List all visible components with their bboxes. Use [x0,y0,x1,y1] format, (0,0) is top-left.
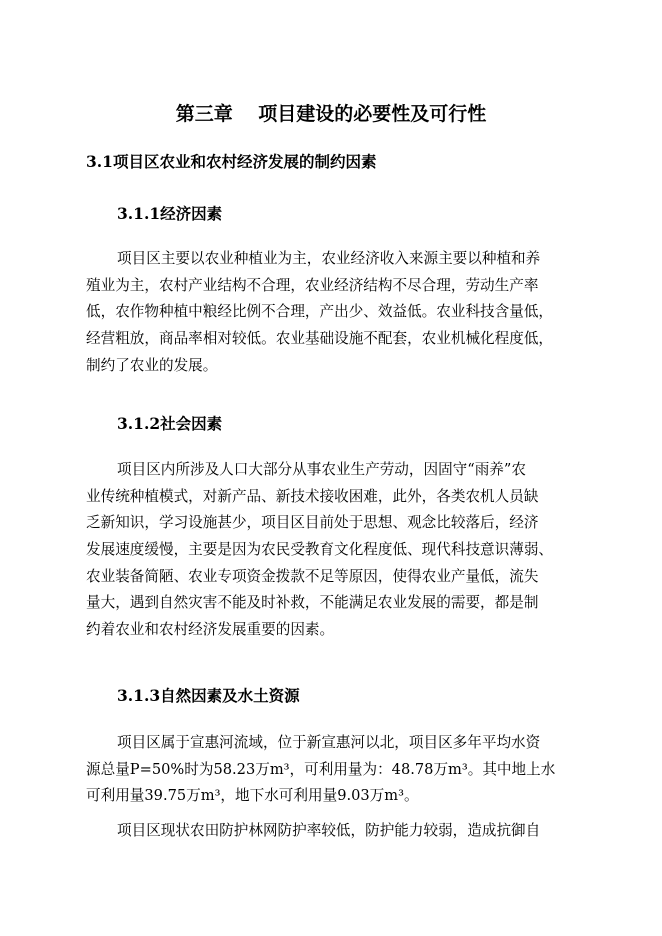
paragraph-line: 项目区现状农田防护林网防护率较低，防护能力较弱，造成抗御自 [117,822,541,839]
paragraph-line: 低，农作物种植中粮经比例不合理，产出少、效益低。农业科技含量低， [86,303,554,321]
subsection-heading-economic: 3.1.1经济因素 [117,204,223,223]
paragraph-line: 殖业为主，农村产业结构不合理，农业经济结构不尽合理，劳动生产率 [86,276,539,294]
paragraph-natural-forest [86,818,576,845]
paragraph-line: 约着农业和农村经济发展重要的因素。 [86,621,335,639]
paragraph-line: 量大，遇到自然灾害不能及时补救，不能满足农业发展的需要，都是制 [86,594,539,612]
subsection-heading-natural: 3.1.3自然因素及水土资源 [117,686,300,705]
paragraph-line: 乏新知识，学习设施甚少，项目区目前处于思想、观念比较落后，经济 [86,514,539,532]
paragraph-line: 业传统种植模式，对新产品、新技术接收困难，此外，各类农机人员缺 [86,487,539,505]
paragraph-line: 项目区属于宣惠河流域，位于新宣惠河以北，项目区多年平均水资 [117,734,541,751]
paragraph-line: 制约了农业的发展。 [86,356,218,374]
paragraph-line: 农业装备简陋、农业专项资金拨款不足等原因，使得农业产量低，流失 [86,567,539,585]
paragraph-line: 项目区主要以农业种植业为主，农业经济收入来源主要以种植和养 [117,250,541,267]
paragraph-economic [86,246,576,379]
paragraph-line: 发展速度缓慢，主要是因为农民受教育文化程度低、现代科技意识薄弱、 [86,541,554,559]
paragraph-line: 源总量P=50%时为58.23万m³，可利用量为：48.78万m³。其中地上水 [86,760,556,778]
chapter-title: 第三章 项目建设的必要性及可行性 [175,103,487,125]
paragraph-line: 可利用量39.75万m³，地下水可利用量9.03万m³。 [86,787,419,805]
paragraph-line: 经营粗放，商品率相对较低。农业基础设施不配套，农业机械化程度低， [86,330,554,348]
subsection-heading-social: 3.1.2社会因素 [117,414,223,433]
paragraph-social [86,457,576,644]
paragraph-natural-water [86,730,576,810]
section-heading: 3.1项目区农业和农村经济发展的制约因素 [86,152,377,171]
paragraph-line: 项目区内所涉及人口大部分从事农业生产劳动，因固守“雨养”农 [117,461,526,478]
